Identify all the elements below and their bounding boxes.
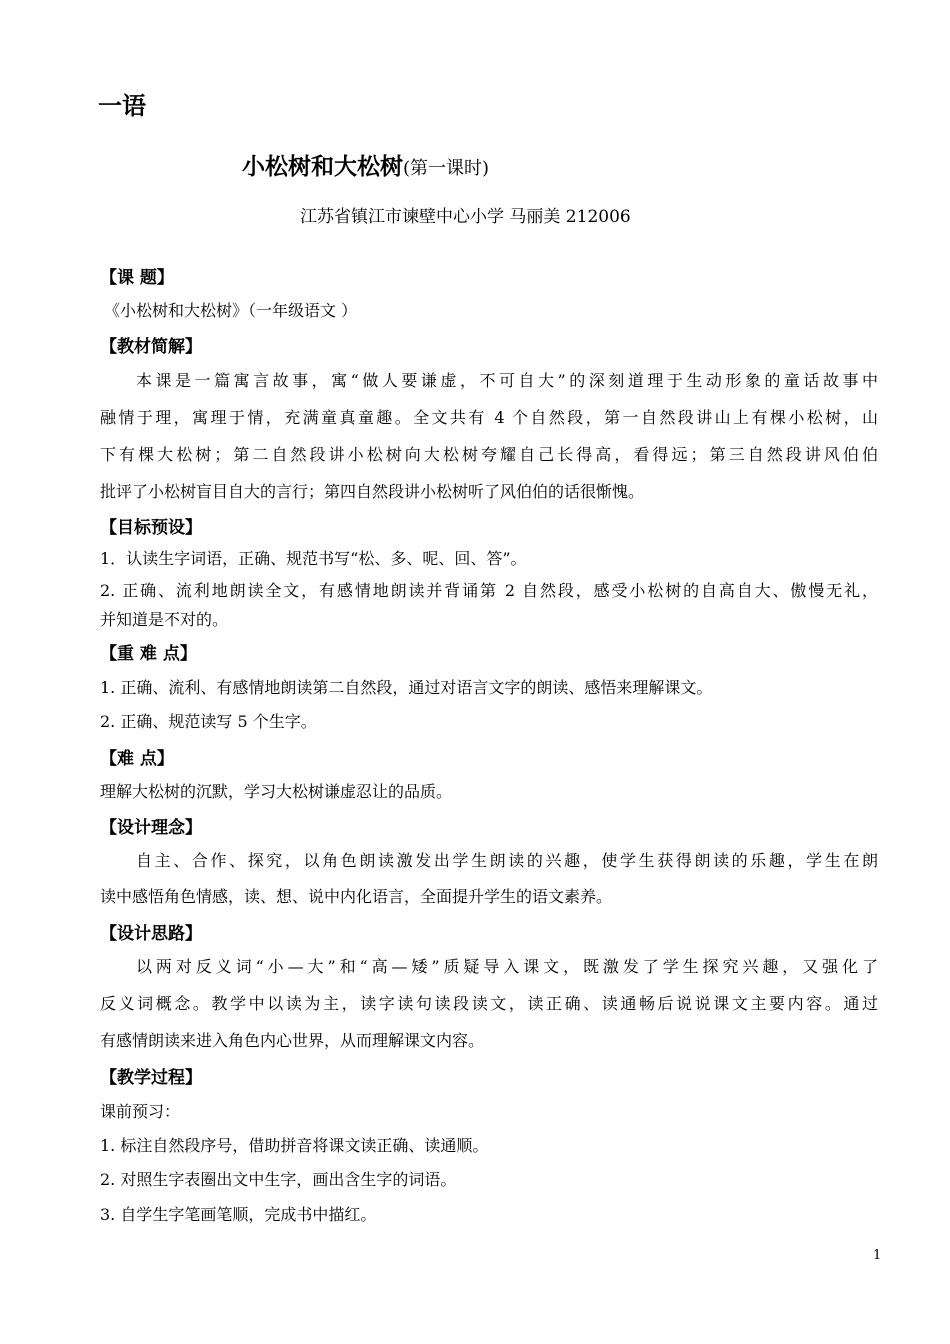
heading-key-points: 【重 难 点】 (100, 644, 197, 664)
process-item: 2. 对照生字表圈出文中生字，画出含生字的词语。 (100, 1170, 457, 1189)
grade-label: 一语 (98, 92, 146, 120)
difficulty-text: 理解大松树的沉默，学习大松树谦虚忍让的品质。 (100, 782, 453, 801)
goal-line: 1．认读生字词语，正确、规范书写“松、多、呢、回、答”。 (100, 549, 527, 568)
title-main: 小松树和大松树 (242, 154, 403, 180)
heading-approach: 【设计思路】 (100, 924, 202, 944)
heading-process: 【教学过程】 (100, 1068, 202, 1088)
concept-line: 读中感悟角色情感，读、想、说中内化语言，全面提升学生的语文素养。 (100, 887, 613, 906)
material-line: 本课是一篇寓言故事，寓“做人要谦虚，不可自大”的深刻道理于生动形象的童话故事中 (136, 371, 878, 390)
process-intro: 课前预习： (100, 1102, 181, 1121)
key-point-line: 1. 正确、流利、有感情地朗读第二自然段，通过对语言文字的朗读、感悟来理解课文。 (100, 678, 713, 697)
process-item: 3. 自学生字笔画笔顺，完成书中描红。 (100, 1205, 377, 1224)
heading-goals: 【目标预设】 (100, 518, 202, 538)
material-line: 批评了小松树盲目自大的言行；第四自然段讲小松树听了风伯伯的话很惭愧。 (100, 482, 645, 501)
material-line: 下有棵大松树；第二自然段讲小松树向大松树夸耀自己长得高，看得远；第三自然段讲风伯伯 (100, 445, 878, 464)
key-point-line: 2. 正确、规范读写 5 个生字。 (100, 712, 317, 731)
heading-difficulty: 【难 点】 (100, 749, 174, 769)
heading-topic: 【课 题】 (100, 268, 174, 288)
approach-line: 以两对反义词“小—大”和“高—矮”质疑导入课文，既激发了学生探究兴趣，又强化了 (136, 957, 878, 976)
lesson-title (242, 148, 489, 181)
goal-line: 并知道是不对的。 (100, 610, 229, 629)
goal-line: 2. 正确、流利地朗读全文，有感情地朗读并背诵第 2 自然段，感受小松树的自高自大、傲慢无礼， (100, 581, 878, 600)
material-line: 融情于理，寓理于情，充满童真童趣。全文共有 4 个自然段，第一自然段讲山上有棵小松树，山 (100, 408, 878, 427)
title-subtitle: (第一课时) (403, 158, 490, 179)
process-item: 1. 标注自然段序号，借助拼音将课文读正确、读通顺。 (100, 1136, 489, 1155)
concept-line: 自主、合作、探究，以角色朗读激发出学生朗读的兴趣，使学生获得朗读的乐趣，学生在朗 (136, 851, 878, 870)
heading-concept: 【设计理念】 (100, 818, 202, 838)
page-number: 1 (873, 1248, 882, 1263)
approach-line: 反义词概念。教学中以读为主，读字读句读段读文，读正确、读通畅后说说课文主要内容。通过 (100, 994, 878, 1013)
approach-line: 有感情朗读来进入角色内心世界，从而理解课文内容。 (100, 1031, 485, 1050)
heading-material: 【教材简解】 (100, 337, 202, 357)
topic-text: 《小松树和大松树》（一年级语文 ） (104, 301, 358, 320)
author-line: 江苏省镇江市谏壁中心小学 马丽美 212006 (300, 207, 631, 227)
